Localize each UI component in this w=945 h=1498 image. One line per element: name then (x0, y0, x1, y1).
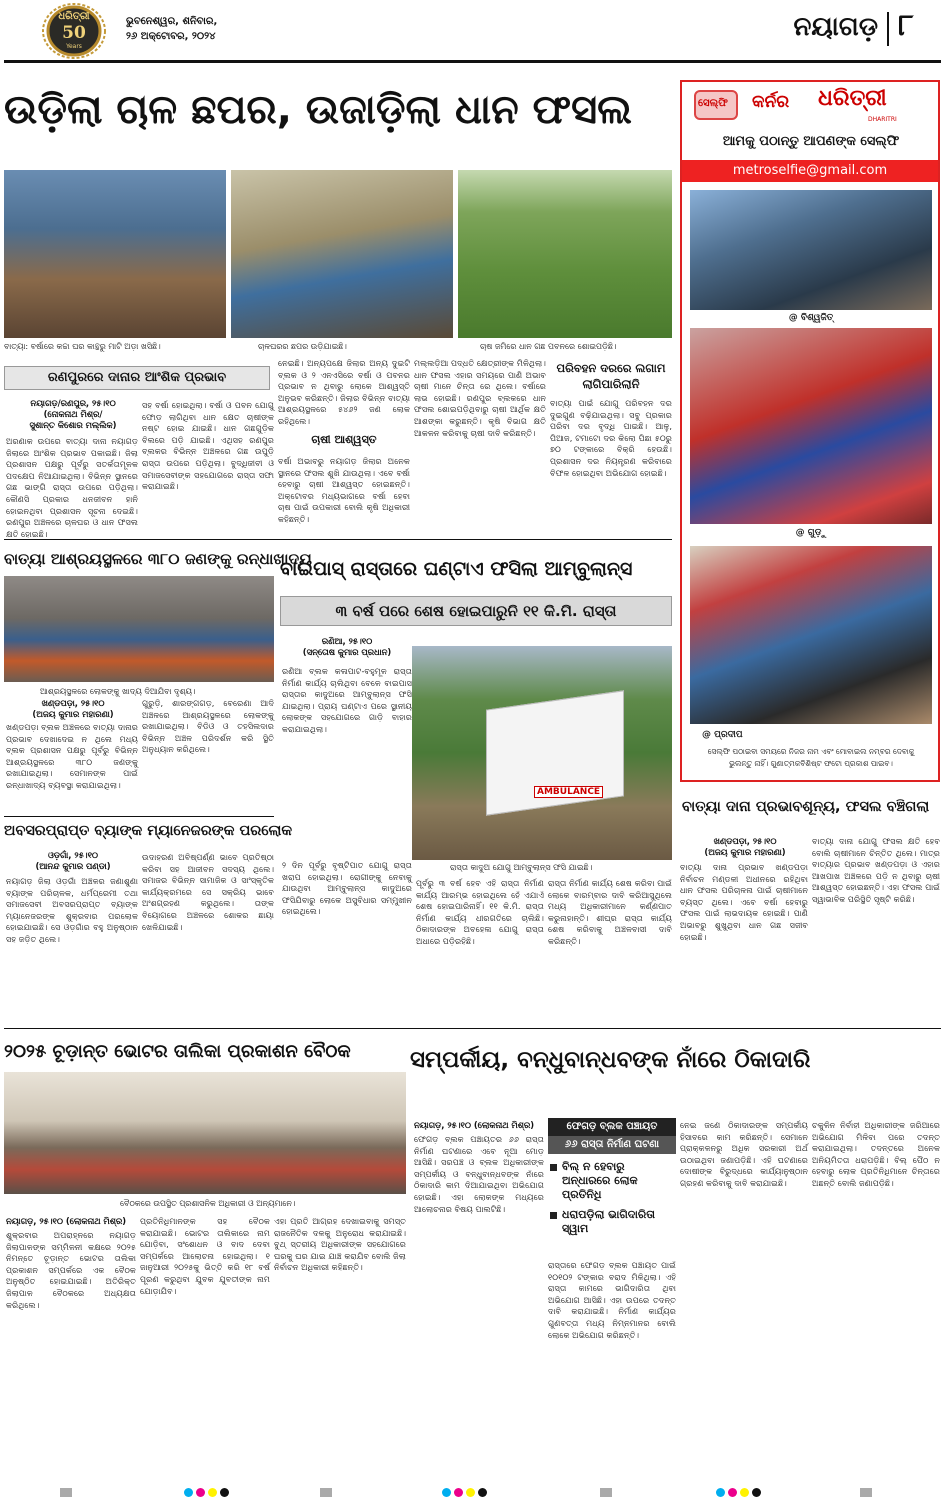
caption-thatched-hut: ଚାଳଘରର ଛପର ଉଡ଼ିଯାଇଛି। (258, 342, 347, 351)
obit-byline-reporter: (ଆନନ୍ଦ କୁମାର ପଣ୍ଡା) (35, 861, 111, 871)
bypass-byline (282, 636, 412, 658)
farmer-relief-subhead: ଚାଷୀ ଆଶ୍ୱସ୍ତ (282, 432, 406, 450)
obit-byline-place: ଓଡ଼ଗାଁ, ୨୫।୧୦ (47, 850, 98, 860)
transport-box-body: ବାତ୍ୟା ପାଇଁ ଯୋଗୁ ପରିବହନ ଦର ଦୁଇଗୁଣ ବଢ଼ିଯାଇଥିଲା। ସବୁ ପ୍ରକାର ପରିବା ଦର ବୃଦ୍ଧି ପାଇଛି। ଆଳୁ, ପିଆଜ, ଟମାଟୋ ଦର କିଲୋ ପିଛା ୫୦ରୁ ୭୦ ଟଙ୍କାରେ ବିକ୍ରି ହେଉଛି। ପ୍ରଶାସନ ଦର ନିୟନ୍ତ୍ରଣ କରିବାରେ ବିଫଳ ହୋଇଥିବା ଅଭିଯୋଗ ହୋଇଛି। (550, 398, 672, 478)
byline-reporter-2: ସୁଶାନ୍ତ କିଶୋର ମଲ୍ଲିକ) (29, 420, 117, 430)
logo-years-label: Years (66, 43, 82, 50)
cyan-dot (716, 1488, 725, 1497)
caption-meeting: ବୈଠକରେ ଉପସ୍ଥିତ ପ୍ରଶାସନିକ ଅଧିକାରୀ ଓ ଅନ୍ୟମାନେ। (120, 1199, 296, 1208)
logo-text: ଧରିତ୍ରୀ (58, 11, 90, 22)
photo-meeting (4, 1072, 406, 1194)
voters-body-col3: ଏହା ପ୍ରତି ଆଗ୍ରହ ଦେଖାଇବାକୁ ସମସ୍ତ ରାଜନୈତିକ ଦଳକୁ ଅନୁରୋଧ କରାଯାଇଛି। ବୁଥ୍ ସ୍ତରୀୟ ଅଧିକାରୀଙ୍କ ସହଯୋଗରେ ଘରକୁ ଘର ଯାଇ ଯାଞ୍ଚ କରାଯିବ ବୋଲି ଜିଲା ନିର୍ବାଚନ ଅଧିକାରୀ କହିଛନ୍ତି। (274, 1216, 406, 1273)
mid-rule (4, 1028, 941, 1029)
photo-mud-house (4, 170, 226, 338)
selfie-brand-paper-en: DHARITRI (868, 116, 897, 123)
selfie-corner (680, 80, 940, 782)
masthead (0, 0, 945, 62)
selfie-caption-3: @ ପ୍ରଦୀପ (702, 730, 743, 740)
selfie-brand-paper: ଧରିତ୍ରୀ (818, 86, 887, 111)
contract-headline: ସମ୍ପର୍କୀୟ, ବନ୍ଧୁବାନ୍ଧବଙ୍କ ନାଁରେ ଠିକାଦାରି (410, 1047, 811, 1073)
shelter-headline: ବାତ୍ୟା ଆଶ୍ରୟସ୍ଥଳରେ ୩୮୦ ଜଣଙ୍କୁ ରନ୍ଧାଖାଦ୍ୟ (4, 550, 312, 568)
masthead-divider (887, 12, 889, 46)
contract-infobox (548, 1118, 676, 1254)
infobox-bullet-2 (548, 1208, 676, 1236)
contract-body-col1: ଫେଗଡ଼ ବ୍ଲକ ପଞ୍ଚାୟତର ୬୬ ରାସ୍ତା ନିର୍ମାଣ ଘଟଣାରେ ଏବେ ନୂଆ ମୋଡ଼ ଆସିଛି। ସରପଞ୍ଚ ଓ ବ୍ଲକ ଅଧିକାରୀଙ୍କ ସମ୍ପର୍କୀୟ ଓ ବନ୍ଧୁବାନ୍ଧବଙ୍କ ନାଁରେ ଠିକାଦାରି କାମ ଦିଆଯାଇଥିବା ଅଭିଯୋଗ ହୋଇଛି। ଏହା ଲୋକଙ୍କ ମଧ୍ୟରେ ଆଲୋଚନାର ବିଷୟ ପାଲଟିଛି। (414, 1134, 544, 1214)
caption-paddy-field: ଚାଷ ଜମିରେ ଧାନ ଗଛ ପବନରେ ଶୋଇପଡ଼ିଛି। (480, 342, 617, 351)
infobox-title-1: ଫେଗଡ଼ ବ୍ଲକ ପଞ୍ଚାୟତ (548, 1118, 676, 1136)
bypass-byline-reporter: (ସନ୍ତୋଷ କୁମାର ପ୍ରଧାନ) (302, 647, 392, 657)
lead-bottom-rule (4, 539, 672, 540)
infobox-bullet-1-text: ବିଲ୍ ନ ହେବାରୁ ଅନ୍ଧାରରେ ଲୋକ ପ୍ରତିନିଧି (562, 1160, 638, 1201)
shelter-byline-place: ଖଣ୍ଡପଡ଼ା, ୨୫।୧୦ (41, 698, 105, 708)
ranpur-body-col3: ନେଇଛି। ଅନ୍ୟପକ୍ଷେ ଜିଲାର ଅନ୍ୟ ଦୁଇଟି ବ୍ଲକ ଓ ୨ ଏନଏସିରେ ବର୍ଷା ଓ ପବନର ପ୍ରଭାବ ନ ଥିବାରୁ ଲୋକେ ଆଶ୍ୱସ୍ତି ଅନୁଭବ କରିଛନ୍ତି। ଜିଲାର ବିଭିନ୍ନ ବାତ୍ୟା ଆଶ୍ରୟସ୍ଥଳରେ ୫୪୬୨ ଜଣ ଲୋକ ରହିଥିଲେ। (278, 358, 410, 426)
selfie-email[interactable]: metroselfie@gmail.com (682, 160, 938, 182)
selfie-photo-3 (690, 546, 932, 724)
caption-ambulance: ରାସ୍ତା କାଦୁଅ ଯୋଗୁ ଆମ୍ବୁଲାନ୍ସ ଫସି ଯାଇଛି। (450, 863, 593, 872)
byline-reporter: (ନୋକନାଥ ମିଶ୍ର/ (43, 409, 103, 419)
selfie-photo-2 (690, 328, 932, 524)
caption-mud-house: ବାତ୍ୟା: ବର୍ଷାରେ କଚ୍ଚା ଘର କାନ୍ଥରୁ ମାଟି ଅଡ଼ା ଖସିଛି। (4, 342, 161, 351)
shelter-body-col1: ଖଣ୍ଡପଡ଼ା ବ୍ଲକ ଅଞ୍ଚଳରେ ବାତ୍ୟା ଦାନାର ପ୍ରଭାବ ଦେଖାଦେଇ ନ ଥିଲେ ମଧ୍ୟ ବ୍ଲକ ପ୍ରଶାସନ ପକ୍ଷରୁ ପୂର୍ବରୁ ବିଭିନ୍ନ ଆଶ୍ରୟସ୍ଥଳରେ ୩୮୦ ଜଣଙ୍କୁ ରଖାଯାଇଥିଲା। ସେମାନଙ୍କ ପାଇଁ ରନ୍ଧାଖାଦ୍ୟ ବ୍ୟବସ୍ଥା କରାଯାଇଥିଲା। (6, 722, 138, 790)
masthead-rule (4, 60, 941, 63)
selfie-footer-2: ଭୁଲନ୍ତୁ ନାହିଁ। ଗୁଣାତ୍ମକବିଶିଷ୍ଟ ଫଟୋ ପ୍ରକାଶ ପାଇବ। (729, 759, 893, 768)
bypass-headline: ବାଇପାସ୍ ରାସ୍ତାରେ ଘଣ୍ଟାଏ ଫସିଲା ଆମ୍ବୁଲାନ୍ସ (280, 558, 633, 580)
ranpur-body-col3b: ବର୍ଷା ଅଭାବରୁ ନୟାଗଡ଼ ଜିଲାର ଅନେକ ସ୍ଥାନରେ ଫସଲ ଶୁଖି ଯାଉଥିଲା। ଏବେ ବର୍ଷା ହେବାରୁ ଚାଷୀ ଆଶ୍ୱସ୍ତ ହୋଇଛନ୍ତି। ଅକ୍ଟୋବର ମଧ୍ୟଭାଗରେ ବର୍ଷା ହେବା ଚାଷ ପାଇଁ ଉପକାରୀ ବୋଲି କୃଷି ଅଧିକାରୀ କହିଛନ୍ତି। (278, 456, 410, 524)
section-name: ନୟାଗଡ଼ (793, 12, 878, 42)
bypass-subhead: ୩ ବର୍ଷ ପରେ ଶେଷ ହୋଇପାରୁନି ୧୧ କି.ମି. ରାସ୍ତା (280, 596, 672, 626)
selfie-caption-2: @ ଗୁଡ଼ୁ (795, 528, 827, 538)
infobox-bullet-2-text: ଧରାପଡ଼ିଲା ଭାଗିଦାରିତା ସ୍ୱାମ (562, 1208, 655, 1235)
grey-block (320, 1488, 332, 1497)
grey-block (600, 1488, 612, 1497)
selfie-brand (686, 86, 934, 126)
page-number: ୮ (898, 8, 914, 43)
voters-headline: ୨୦୨୫ ଚୂଡ଼ାନ୍ତ ଭୋଟର ତାଲିକା ପ୍ରକାଶନ ବୈଠକ (4, 1041, 351, 1062)
ranpur-byline (6, 398, 140, 431)
ranpur-body-col2: ସହ ବର୍ଷା ହୋଇଥିଲା। ବର୍ଷା ଓ ପବନ ଯୋଗୁ ଫୋଡ଼ ଲାଗିଥିବା ଧାନ କ୍ଷେତ ଚାଷୀଙ୍କ ନଷ୍ଟ ହୋଇ ଯାଇଛି। ଧାନ ଗଛଗୁଡ଼ିକ ବିଲରେ ପଡ଼ି ଯାଇଛି। ଏଥିସହ ରଣପୁର ବ୍ଲକର ବିଭିନ୍ନ ଅଞ୍ଚଳରେ ଗଛ ଉପୁଡ଼ି ରାସ୍ତା ଉପରେ ପଡ଼ିଥିଲା। ବୁଦ୍ଧିଜୀବୀ ଓ ସମାଜସେବୀଙ୍କ ସହଯୋଗରେ ରାସ୍ତା ସଫା କରାଯାଇଛି। (142, 400, 274, 492)
infobox-title-2: ୬୬ ରାସ୍ତା ନିର୍ମାଣ ଘଟଣା (548, 1136, 676, 1154)
bypass-body-col3: ପୂର୍ବରୁ ୩ ବର୍ଷ ହେବ ଏହି ରାସ୍ତା ନିର୍ମାଣ କାର୍ଯ୍ୟ ଆରମ୍ଭ ହୋଇଥିଲେ ହେଁ ଏଯାଏଁ ଶେଷ ହୋଇପାରିନାହିଁ। ୧୧ କି.ମି. ରାସ୍ତା ନିର୍ମାଣ କାର୍ଯ୍ୟ ଧୀରଗତିରେ ଚାଲିଛି। ଠିକାଦାରଙ୍କ ଅବହେଳା ଯୋଗୁ ରାସ୍ତା ଅଧାରେ ପଡ଼ିରହିଛି। (416, 878, 544, 946)
shelter-byline (6, 698, 140, 720)
caption-shelter: ଆଶ୍ରୟସ୍ଥଳରେ ଲୋକଙ୍କୁ ଖାଦ୍ୟ ଦିଆଯିବା ଦୃଶ୍ୟ। (40, 687, 196, 696)
ranpur-body-col1: ଅରଣାକ ଉପରେ ବାତ୍ୟା ଦାନା ନୟାଗଡ଼ ଜିଲାରେ ଆଂଶିକ ପ୍ରଭାବ ପକାଇଛି। ଜିଲା ପ୍ରଶାସନ ପକ୍ଷରୁ ପୂର୍ବରୁ ସତର୍କତାମୂଳକ ପଦକ୍ଷେପ ନିଆଯାଇଥିଲା। ବିଭିନ୍ନ ସ୍ଥାନରେ ଗଛ ଭାଙ୍ଗି ରାସ୍ତା ଉପରେ ପଡ଼ିଥିଲା। କୌଣସି ପ୍ରକାର ଧନଜୀବନ ହାନି ହୋଇନଥିବା ପ୍ରଶାସନ ସୂଚନା ଦେଇଛି। ରଣପୁର ଅଞ୍ଚଳରେ ଚାଳଘର ଓ ଧାନ ଫସଲ କ୍ଷତି ହୋଇଛି। (6, 436, 138, 539)
masthead-logo (38, 3, 110, 59)
obit-byline (6, 850, 140, 872)
selfie-footer-1: ସେଲ୍ଫି ପଠାଇବା ସମୟରେ ନିଜର ନାମ ଏବଂ ମୋବାଇଲ ନମ୍ବର ଦେବାକୁ (707, 747, 915, 756)
magenta-dot (196, 1488, 205, 1497)
logo-years: 50 (62, 23, 86, 43)
obit-body-col1: ନୟାଗଡ଼ ଜିଲା ଓଡ଼ଗାଁ ଅଞ୍ଚଳର ଜଣାଶୁଣା ବ୍ୟାଙ୍କ ପରିଚାଳକ, ଧର୍ମପ୍ରେମୀ ତଥା ସମାଜସେବୀ ଅବସରପ୍ରାପ୍ତ ବ୍ୟାଙ୍କ ମ୍ୟାନେଜରଙ୍କ ଶୁକ୍ରବାର ପରଲୋକ ହୋଇଯାଇଛି। ସେ ଓଡ଼ଗାଁର ବହୁ ଅନୁଷ୍ଠାନ ସହ ଜଡ଼ିତ ଥିଲେ। (6, 876, 138, 944)
magenta-dot (728, 1488, 737, 1497)
cyan-dot (442, 1488, 451, 1497)
selfie-brand-corner: କର୍ନର (752, 92, 790, 112)
ranpur-subhead: ରଣପୁରରେ ଦାନାର ଆଂଶିକ ପ୍ରଭାବ (4, 366, 270, 390)
black-dot (752, 1488, 761, 1497)
yellow-dot (466, 1488, 475, 1497)
photo-shelter-meal (4, 576, 274, 682)
dana-byline-reporter: (ଅଜୟ କୁମାର ମହାରଣା) (704, 847, 786, 857)
dateline-date: ୨୬ ଅକ୍ଟୋବର, ୨୦୨୪ (126, 31, 216, 42)
contract-byline: ନୟାଗଡ଼, ୨୫।୧୦ (ଲୋକନାଥ ମିଶ୍ର) (414, 1120, 535, 1130)
obit-headline: ଅବସରପ୍ରାପ୍ତ ବ୍ୟାଙ୍କ ମ୍ୟାନେଜରଙ୍କ ପରଲୋକ (4, 823, 293, 839)
ambulance-label: AMBULANCE (534, 786, 603, 798)
selfie-photo-1 (690, 190, 932, 310)
magenta-dot (454, 1488, 463, 1497)
cyan-dot (184, 1488, 193, 1497)
dana-headline: ବାତ୍ୟା ଦାନା ପ୍ରଭାବଶୂନ୍ୟ, ଫସଲ ବଞ୍ଚିଗଲା (682, 799, 930, 815)
contract-body-col2: ରାସ୍ତାରେ ଫେଗଡ଼ ବ୍ଲକ ପଞ୍ଚାୟତ ପାଇଁ ୧୦୧୦୨ ଟଙ୍କାର ବରାଦ ମିଳିଥିଲା। ଏହି ରାସ୍ତା କାମରେ ଭାଗିଦାରିତା ଥିବା ଅଭିଯୋଗ ଆସିଛି। ଏହା ଉପରେ ତଦନ୍ତ ଦାବି କରାଯାଇଛି। ନିର୍ମାଣ କାର୍ଯ୍ୟର ଗୁଣବତ୍ତା ମଧ୍ୟ ନିମ୍ନମାନର ବୋଲି ଲୋକେ ଅଭିଯୋଗ କରିଛନ୍ତି। (548, 1260, 676, 1340)
dana-body-col1: ବାତ୍ୟା ଦାନା ପ୍ରଭାବ ଖଣ୍ଡପଡ଼ା ନିର୍ବାଚନ ମଣ୍ଡଳୀ ଅଧୀନରେ ରହିଥିବା ଧାନ ଫସଲ ପରିଚାଳନା ପାଇଁ ଚାଷୀମାନେ ବ୍ୟସ୍ତ ଥିଲେ। ଏବେ ବର୍ଷା ହେବାରୁ ଫସଲ ପାଇଁ ଲାଭଦାୟକ ହୋଇଛି। ପାଣି ଅଭାବରୁ ଶୁଖୁଥିବା ଧାନ ଗଛ ସଜୀବ ହୋଇଛି। (680, 862, 808, 942)
black-dot (220, 1488, 229, 1497)
lead-headline: ଉଡ଼ିଲା ଚାଳ ଛପର, ଉଜାଡ଼ିଲା ଧାନ ଫସଲ (4, 87, 632, 133)
shelter-body-col2: ଗୁରୁଡ଼ି, ଶାରଙ୍ଗଗଡ଼, ବେରେଣା ଆଦି ଅଞ୍ଚଳରେ ଆଶ୍ରୟସ୍ଥଳରେ ଲୋକଙ୍କୁ ରଖାଯାଇଥିଲା। ବିଡିଓ ଓ ତହସିଲଦାର ବିଭିନ୍ନ ଅଞ୍ଚଳ ପରିଦର୍ଶନ କରି ସ୍ଥିତି ଅନୁଧ୍ୟାନ କରିଥିଲେ। (142, 698, 274, 755)
contract-body-col3: ନେଇ ଜଣେ ଠିକାଦାରଙ୍କ ସମ୍ପର୍କୀୟ ହିସାବରେ କାମ କରିଛନ୍ତି। ସେମାନେ ପ୍ରାକ୍କଳନରୁ ଅଧିକ ସରକାରୀ ଅର୍ଥ ଉଠାଇଥିବା ଜଣାପଡ଼ିଛି। ଏହି ଘଟଣାରେ ଦୋଷୀଙ୍କ ବିରୁଦ୍ଧରେ କାର୍ଯ୍ୟାନୁଷ୍ଠାନ ଗ୍ରହଣ କରିବାକୁ ଦାବି କରାଯାଇଛି। (680, 1120, 808, 1188)
bypass-byline-place: ରଣିଆ, ୨୫।୧୦ (321, 636, 373, 646)
transport-box-headline: ପରିବହନ ଦରରେ ଲଗାମ ଲାଗିପାରିଲାନି (556, 361, 666, 391)
selfie-prompt: ଆମକୁ ପଠାନ୍ତୁ ଆପଣଙ୍କ ସେଲ୍ଫି (722, 134, 900, 149)
bypass-body-col4: ରାସ୍ତା ନିର୍ମାଣ କାର୍ଯ୍ୟ ଶେଷ କରିବା ପାଇଁ ଲୋକେ ବାରମ୍ବାର ଦାବି କରିଆସୁଥିଲେ ମଧ୍ୟ ଅଧିକାରୀମାନେ କର୍ଣ୍ଣପାତ କରୁନାହାନ୍ତି। ଶୀଘ୍ର ରାସ୍ତା କାର୍ଯ୍ୟ ଶେଷ କରିବାକୁ ଅଞ୍ଚଳବାସୀ ଦାବି କରିଛନ୍ତି। (548, 878, 672, 946)
selfie-caption-1: @ ବିଶ୍ୱଜିତ୍ (788, 313, 834, 323)
voters-body-col1: ଶୁକ୍ରବାର ଅପରାହ୍ନରେ ନୟାଗଡ଼ ଜିଲାପାଳଙ୍କ ସମ୍ମିଳନୀ କକ୍ଷରେ ୨୦୨୫ ନିମନ୍ତେ ଚୂଡ଼ାନ୍ତ ଭୋଟର ତାଲିକା ପ୍ରକାଶନ ସମ୍ପର୍କରେ ଏକ ବୈଠକ ଅନୁଷ୍ଠିତ ହୋଇଯାଇଛି। ଅତିରିକ୍ତ ଜିଲାପାଳ ବୈଠକରେ ଅଧ୍ୟକ୍ଷତା କରିଥିଲେ। (6, 1230, 136, 1310)
black-dot (478, 1488, 487, 1497)
dana-byline (680, 836, 810, 858)
bullet-square-icon (550, 1164, 557, 1171)
shelter-bottom-rule (4, 816, 274, 817)
grey-block (60, 1488, 72, 1497)
byline-place: ନୟାଗଡ଼/ରଣପୁର, ୨୫।୧୦ (30, 398, 116, 408)
voters-byline: ନୟାଗଡ଼, ୨୫।୧୦ (ଲୋକନାଥ ମିଶ୍ର) (6, 1216, 127, 1226)
yellow-dot (208, 1488, 217, 1497)
bullet-square-icon (550, 1212, 557, 1219)
selfie-brand-label: ସେଲ୍ଫି (698, 98, 728, 109)
ranpur-body-col4: ମଲ୍ଲଡ଼ିଆ ପଦ୍ଧତି କ୍ଷେତ୍ରୀଙ୍କ ମିଳିଥିଲା। ଧାନ ଫସଲ ଏହାର ସମୟରେ ପାଣି ଅଭାବ ଚାଷୀ ମାନେ ଚିନ୍ତା ରେ ଥିଲେ। ବର୍ଷାରେ ଲାଭ ହୋଇଛି। ରଣପୁର ବ୍ଲକରେ ଧାନ ଫସଲ ଶୋଇପଡ଼ିଥିବାରୁ ଚାଷୀ ଆର୍ଥିକ କ୍ଷତି ଆଶଙ୍କା କରୁଛନ୍ତି। କୃଷି ବିଭାଗ କ୍ଷତି ଆକଳନ କରିବାକୁ ଚାଷୀ ଦାବି କରିଛନ୍ତି। (414, 358, 546, 438)
dana-body-col2: ବାତ୍ୟା ଦାନା ଯୋଗୁ ଫସଲ କ୍ଷତି ହେବ ବୋଲି ଚାଷୀମାନେ ଚିନ୍ତିତ ଥିଲେ। ମାତ୍ର ବାତ୍ୟାର ପ୍ରଭାବ ଖଣ୍ଡପଡ଼ା ଓ ଏହାର ଆଖପାଖ ଅଞ୍ଚଳରେ ପଡ଼ି ନ ଥିବାରୁ ଚାଷୀ ଆଶ୍ୱସ୍ତ ହୋଇଛନ୍ତି। ଏହା ଫସଲ ପାଇଁ ସ୍ୱାଭାବିକ ପରିସ୍ଥିତି ସୃଷ୍ଟି କରିଛି। (812, 836, 940, 904)
dateline-place: ଭୁବନେଶ୍ୱର, ଶନିବାର, (126, 16, 218, 27)
photo-paddy-field (458, 170, 672, 338)
voters-body-col2: ପ୍ରତିନିଧିମାନଙ୍କ ସହ ବୈଠକ କରାଯାଇଛି। ଭୋଟର ତାଲିକାରେ ନାମ ଯୋଡ଼ିବା, ସଂଶୋଧନ ଓ ବାଦ ଦେବା ସମ୍ପର୍କରେ ଆଲୋଚନା ହୋଇଥିଲା। ୧ ଜାନୁଆରୀ ୨୦୨୫କୁ ଭିତ୍ତି କରି ୧୮ ବର୍ଷ ପୂରଣ କରୁଥିବା ଯୁବକ ଯୁବତୀଙ୍କ ନାମ ଯୋଡ଼ାଯିବ। (140, 1216, 270, 1296)
bypass-body-col1: ରଣିଆ ବ୍ଲକ କଳାପାଟ-ବହୁମୂଳ ରାସ୍ତା ନିର୍ମାଣ କାର୍ଯ୍ୟ ଚାଲିଥିବା ବେଳେ ବାଇପାସ ରାସ୍ତାର କାଦୁଅରେ ଆମ୍ବୁଲାନ୍ସ ଫସି ଯାଇଥିଲା। ପ୍ରାୟ ଘଣ୍ଟାଏ ପରେ ସ୍ଥାନୀୟ ଲୋକଙ୍କ ସହଯୋଗରେ ଗାଡ଼ି ବାହାର କରାଯାଇଥିଲା। (282, 666, 412, 734)
grey-block (860, 1488, 872, 1497)
obit-body-col2: ଉଦାହରଣ ଅବିଷ୍ପର୍ଣ୍ଣ ଭାବେ ପ୍ରତିଷ୍ଠା କରିବା ସହ ଆଜୀବନ ସଦସ୍ୟ ଥିଲେ। ସମାଜର ବିଭିନ୍ନ ସାମାଜିକ ଓ ସାଂସ୍କୃତିକ କାର୍ଯ୍ୟକ୍ରମରେ ସେ ସକ୍ରିୟ ଭାବେ ଅଂଶଗ୍ରହଣ କରୁଥିଲେ। ତାଙ୍କ ବିୟୋଗରେ ଅଞ୍ଚଳରେ ଶୋକର ଛାୟା ଖେଳିଯାଇଛି। (142, 852, 274, 932)
transport-box (550, 360, 672, 536)
dana-byline-place: ଖଣ୍ଡପଡ଼ା, ୨୫।୧୦ (713, 836, 777, 846)
yellow-dot (740, 1488, 749, 1497)
infobox-bullet-1 (548, 1160, 676, 1202)
shelter-byline-reporter: (ଅଜୟ କୁମାର ମହାରଣା) (32, 709, 114, 719)
photo-ambulance (412, 646, 672, 860)
contract-body-col4: ଚକୁଳିନ ନିର୍ବାହୀ ଅଧିକାରୀଙ୍କ ଜରିଆରେ ଅଭିଯୋଗ ମିଳିବା ପରେ ତଦନ୍ତ କରାଯାଇଥିଲା। ତଦନ୍ତରେ ଅନେକ ଅନିୟମିତତା ଧରାପଡ଼ିଛି। ବିଲ୍ ପୈଠ ନ ହେବାରୁ ଲୋକ ପ୍ରତିନିଧିମାନେ ଚିନ୍ତାରେ ଅଛନ୍ତି ବୋଲି ଜଣାପଡ଼ିଛି। (812, 1120, 940, 1188)
bypass-body-col2: ୨ ଦିନ ପୂର୍ବରୁ ବୃଷ୍ଟିପାତ ଯୋଗୁ ରାସ୍ତା ଖରାପ ହୋଇଥିଲା। ରୋଗୀଙ୍କୁ ନେବାକୁ ଯାଉଥିବା ଆମ୍ବୁଲାନ୍ସ କାଦୁଅରେ ଫସିଯିବାରୁ ଲୋକେ ଅସୁବିଧାର ସମ୍ମୁଖୀନ ହୋଇଥିଲେ। (282, 860, 412, 917)
photo-thatched-hut (231, 170, 453, 338)
registration-marks (0, 1488, 945, 1498)
